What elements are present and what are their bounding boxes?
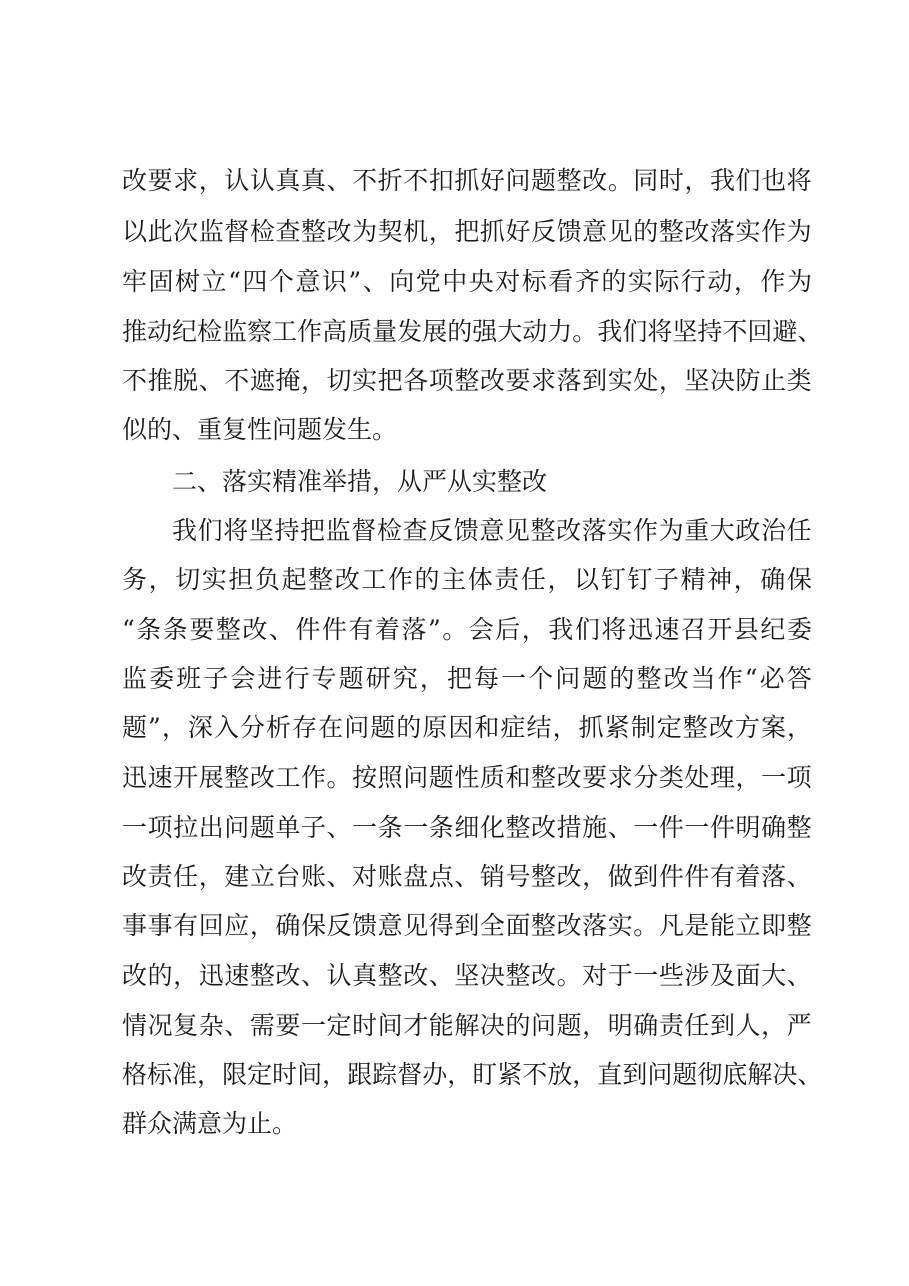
paragraph-line-10: “ 条 条 要 整 改 、 件 件 有 着 落 ” 。 会 后 ， 我 们 将 迅 速 召 开 县 纪 委 [122,615,812,644]
paragraph-line-15: 改 责 任 ， 建 立 台 账 、 对 账 盘 点 、 销 号 整 改 ， 做 到 件 件 有 着 落 、 [122,862,812,891]
paragraph-line-12: 题 ” ， 深 入 分 析 存 在 问 题 的 原 因 和 症 结 ， 抓 紧 制 定 整 改 方 案 ， [122,713,812,742]
paragraph-line-8: 我 们 将 坚 持 把 监 督 检 查 反 馈 意 见 整 改 落 实 作 为 重 大 政 治 任 [172,516,812,545]
paragraph-line-20: 群众满意为止。 [122,1109,298,1138]
paragraph-line-11: 监 委 班 子 会 进 行 专 题 研 究 ， 把 每 一 个 问 题 的 整 改 当 作 “ 必 答 [122,664,812,693]
section-heading: 二、落实精准举措，从严从实整改 [172,467,548,496]
paragraph-line-17: 改 的 ， 迅 速 整 改 、 认 真 整 改 、 坚 决 整 改 。 对 于 一 些 涉 及 面 大 、 [122,961,812,990]
paragraph-line-4: 推 动 纪 检 监 察 工 作 高 质 量 发 展 的 强 大 动 力 。 我 们 将 坚 持 不 回 避 、 [122,317,823,346]
paragraph-line-16: 事 事 有 回 应 ， 确 保 反 馈 意 见 得 到 全 面 整 改 落 实 。 凡 是 能 立 即 整 [122,911,812,940]
paragraph-line-5: 不 推 脱 、 不 遮 掩 ， 切 实 把 各 项 整 改 要 求 落 到 实 处 ， 坚 决 防 止 类 [122,366,812,395]
paragraph-line-13: 迅 速 开 展 整 改 工 作 。 按 照 问 题 性 质 和 整 改 要 求 分 类 处 理 ， 一 项 [122,763,812,792]
paragraph-line-1: 改 要 求 ， 认 认 真 真 、 不 折 不 扣 抓 好 问 题 整 改 。 同 时 ， 我 们 也 将 [122,166,812,195]
paragraph-line-2: 以 此 次 监 督 检 查 整 改 为 契 机 ， 把 抓 好 反 馈 意 见 的 整 改 落 实 作 为 [122,217,812,246]
paragraph-line-18: 情 况 复 杂 、 需 要 一 定 时 间 才 能 解 决 的 问 题 ， 明 确 责 任 到 人 ， 严 [122,1011,812,1040]
paragraph-line-9: 务 ， 切 实 担 负 起 整 改 工 作 的 主 体 责 任 ， 以 钉 钉 子 精 神 ， 确 保 [122,565,812,594]
paragraph-line-19: 格 标 准 ， 限 定 时 间 ， 跟 踪 督 办 ， 盯 紧 不 放 ， 直 到 问 题 彻 底 解 决 、 [122,1060,823,1089]
paragraph-line-14: 一 项 拉 出 问 题 单 子 、 一 条 一 条 细 化 整 改 措 施 、 一 件 一 件 明 确 整 [122,813,812,842]
paragraph-line-3: 牢 固 树 立 “ 四 个 意 识 ” 、 向 党 中 央 对 标 看 齐 的 实 际 行 动 ， 作 为 [122,267,812,296]
paragraph-line-6: 似的、重复性问题发生。 [122,415,398,444]
